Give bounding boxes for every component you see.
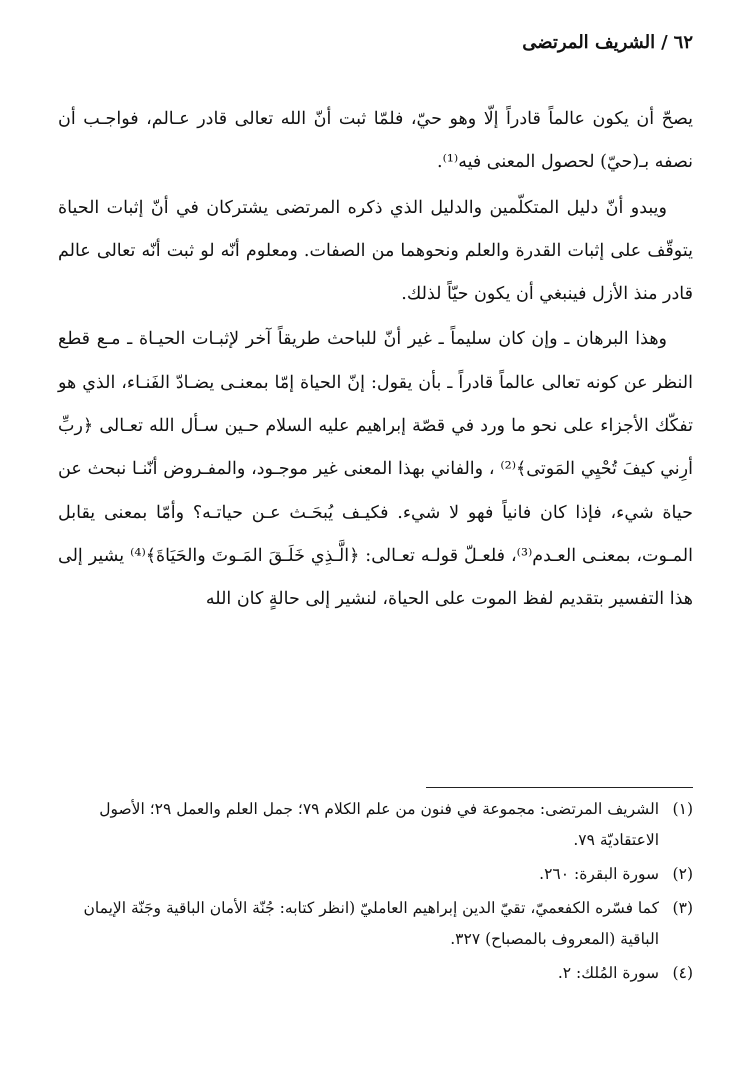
paragraph: يصحّ أن يكون عالماً قادراً إلّا وهو حيّ، فلمّا ثبت أنّ الله تعالى قادر عـالم، فواجـب أن نصفه بـ(حيّ) لحصول المعنى فيه⁽¹⁾.	[58, 109, 693, 173]
footnotes	[58, 794, 693, 992]
footnote-number: (٢)	[672, 865, 693, 883]
footnote	[58, 794, 693, 856]
footnote-text: سورة المُلك: ٢.	[557, 964, 659, 982]
footnote	[58, 893, 693, 955]
footnote	[58, 958, 693, 989]
page-number: ٦٢	[673, 32, 693, 53]
paragraph: وهذا البرهان ـ وإن كان سليماً ـ غير أنّ للباحث طريقاً آخر لإثبـات الحيـاة ـ مـع قطع النظر عن كونه تعالى عالماً قادراً ـ بأن يقول: إنّ الحياة إمّا بمعنـى يضـادّ الفَنـاء، الذي هو تفكّك الأجزاء على نحو ما ورد في قصّة إبراهيم عليه السلام حـين سـأل الله تعـالى ﴿ربِّ أرِني كيفَ تُحْيِي المَوتى﴾⁽²⁾ ، والفاني بهذا المعنى غير موجـود، والمفـروض أنّنـا نبحث عن حياة شيء، فإذا كان فانياً فهو لا شيء. فكيـف يُبحَـث عـن حياتـه؟ وأمّا بمعنى يقابل المـوت، بمعنـى العـدم⁽³⁾، فلعـلّ قولـه تعـالى: ﴿الَّـذِي خَلَـقَ المَـوتَ والحَيَاةَ﴾⁽⁴⁾ يشير إلى هذا التفسير بتقديم لفظ الموت على الحياة، لنشير إلى حالةٍ كان الله	[58, 329, 693, 610]
footnote-number: (٤)	[672, 964, 693, 982]
footnote	[58, 859, 693, 890]
paragraph: ويبدو أنّ دليل المتكلّمين والدليل الذي ذكره المرتضى يشتركان في أنّ إثبات الحياة يتوقّف على إثبات القدرة والعلم ونحوهما من الصفات. ومعلوم أنّه لو ثبت أنّه تعالى عالم قادر منذ الأزل فينبغي أن يكون حيّاً لذلك.	[58, 197, 693, 305]
footnote-divider	[426, 787, 693, 788]
footnote-number: (١)	[672, 800, 693, 818]
footnote-number: (٣)	[672, 899, 693, 917]
page-header	[58, 28, 693, 58]
header-separator: /	[661, 32, 668, 53]
running-title: الشريف المرتضى	[522, 32, 656, 53]
footnote-text: الشريف المرتضى: مجموعة في فنون من علم الكلام ٧٩؛ جمل العلم والعمل ٢٩؛ الأصول الاعتقاديّة ٧٩.	[99, 800, 659, 849]
footnote-text: سورة البقرة: ٢٦٠.	[539, 865, 659, 883]
footnote-text: كما فسّره الكفعميّ، تقيّ الدين إبراهيم العامليّ (انظر كتابه: جُنّة الأمان الباقية وجَنّة الإيمان الباقية (المعروف بالمصباح) ٣٢٧.	[83, 899, 659, 948]
main-text	[58, 98, 693, 622]
